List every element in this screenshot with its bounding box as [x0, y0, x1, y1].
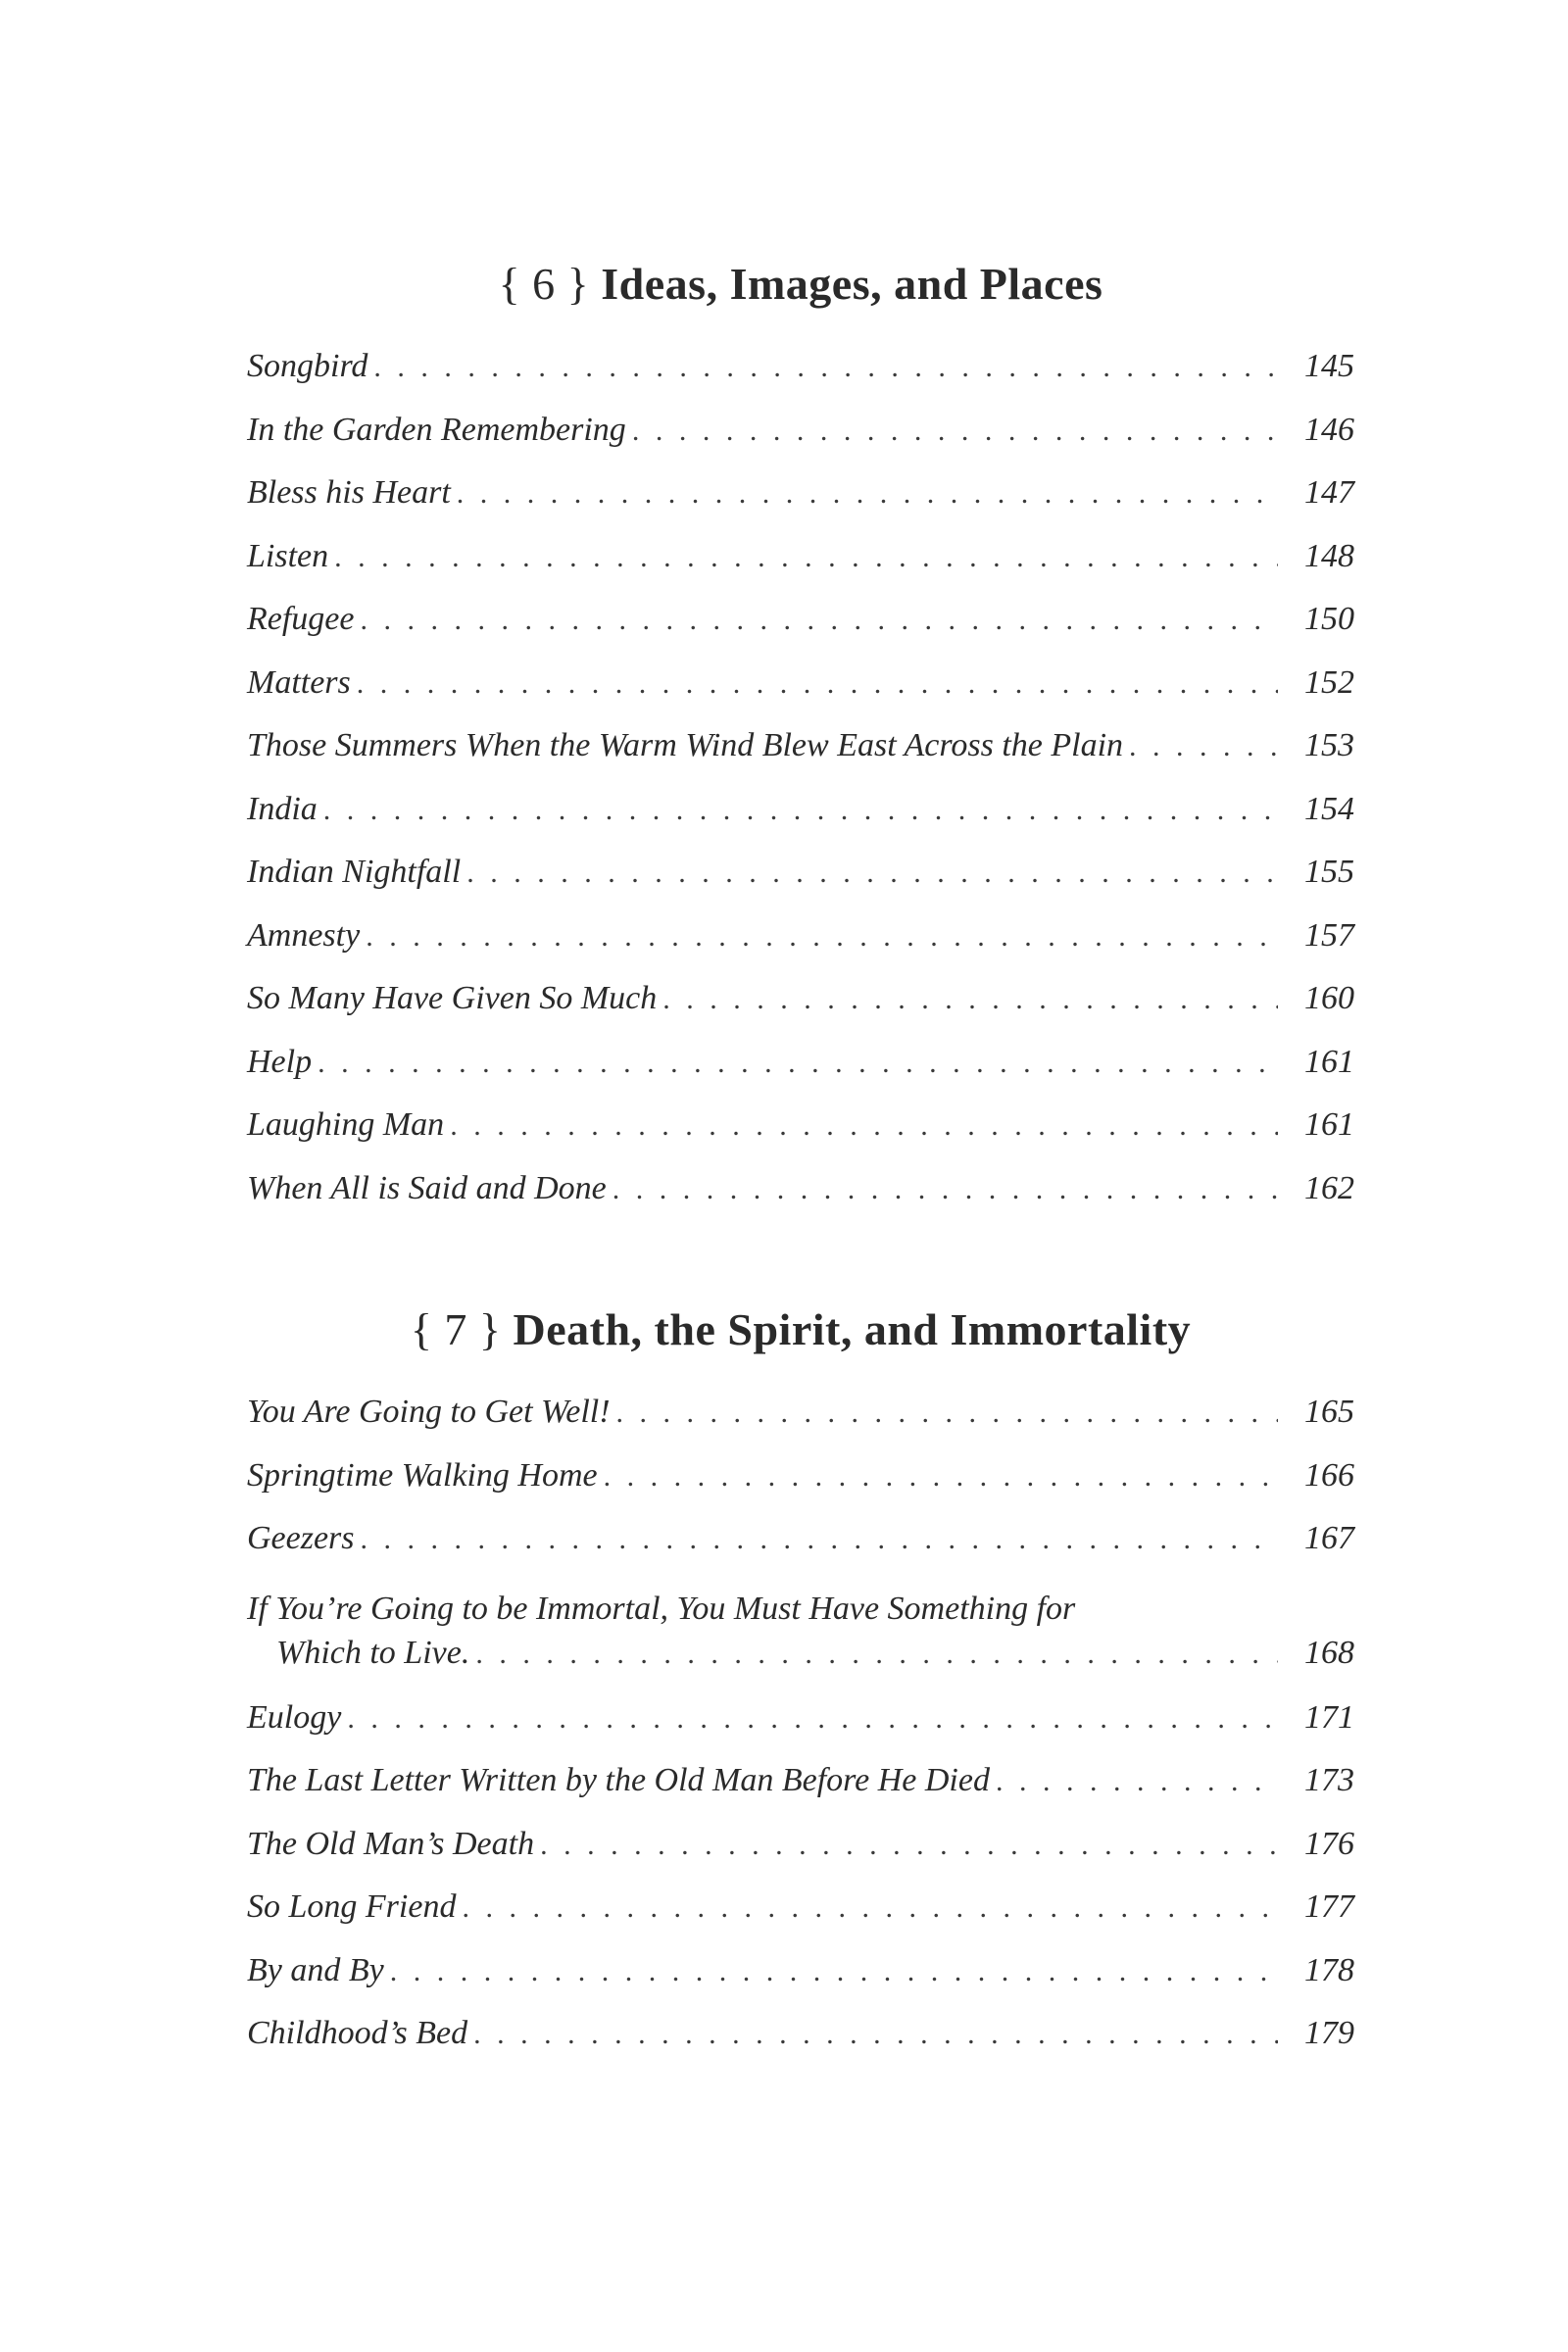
toc-entry-title: Springtime Walking Home — [247, 1456, 598, 1494]
toc-entry-title: Help — [247, 1043, 313, 1080]
dot-leader — [318, 1047, 1278, 1080]
toc-entry-title: So Long Friend — [247, 1888, 457, 1925]
section-title: Death, the Spirit, and Immortality — [513, 1304, 1192, 1354]
dot-leader — [361, 1523, 1278, 1556]
toc-entry-page: 176 — [1304, 1825, 1354, 1862]
toc-entry[interactable] — [247, 1699, 1354, 1763]
toc-entry[interactable] — [247, 1044, 1354, 1107]
toc-entry-page: 162 — [1304, 1169, 1354, 1206]
toc-entry-continuation — [247, 1635, 1354, 1695]
toc-entry[interactable] — [247, 664, 1354, 728]
toc-entry[interactable] — [247, 1520, 1354, 1584]
dot-leader — [540, 1829, 1278, 1862]
toc-entry[interactable] — [247, 1826, 1354, 1889]
toc-entry-title: You Are Going to Get Well! — [247, 1394, 611, 1430]
toc-entry-title: The Last Letter Written by the Old Man Before He Died — [247, 1762, 990, 1798]
toc-entry[interactable] — [247, 2015, 1354, 2079]
toc-entry-page: 148 — [1304, 537, 1354, 574]
toc-entry[interactable] — [247, 980, 1354, 1044]
toc-entry-page: 155 — [1304, 854, 1354, 890]
dot-leader — [323, 794, 1278, 827]
section-heading — [247, 1296, 1354, 1364]
toc-entry-title: So Many Have Given So Much — [247, 980, 658, 1016]
dot-leader — [632, 415, 1278, 448]
toc-list-section-7 — [247, 1394, 1354, 2079]
toc-entry[interactable] — [247, 727, 1354, 791]
toc-entry-page: 161 — [1304, 1106, 1354, 1143]
toc-entry[interactable] — [247, 538, 1354, 602]
toc-entry-page: 147 — [1304, 474, 1354, 511]
toc-entry[interactable] — [247, 917, 1354, 981]
toc-entry-title-line1: If You’re Going to be Immortal, You Must Have Something for — [247, 1590, 1076, 1627]
toc-entry-page: 157 — [1304, 916, 1354, 954]
toc-entry-title-line2: Which to Live. — [276, 1634, 470, 1671]
toc-entry-page: 173 — [1304, 1762, 1354, 1798]
toc-entry-title: Laughing Man — [247, 1106, 445, 1143]
toc-entry-page: 145 — [1304, 348, 1354, 384]
toc-entry[interactable] — [247, 1584, 1354, 1695]
toc-entry-title: Refugee — [247, 601, 355, 637]
toc-entry-title: By and By — [247, 1951, 384, 1988]
dot-leader — [373, 351, 1278, 384]
dot-leader — [462, 1891, 1278, 1925]
toc-list-section-6 — [247, 348, 1354, 1233]
toc-entry[interactable] — [247, 1106, 1354, 1170]
dot-leader — [612, 1173, 1278, 1206]
dot-leader — [616, 1396, 1278, 1430]
section-number: { 6 } — [498, 259, 590, 309]
toc-entry-title: The Old Man’s Death — [247, 1825, 535, 1862]
toc-entry-page: 153 — [1304, 727, 1354, 763]
toc-entry-page: 150 — [1304, 601, 1354, 637]
toc-entry[interactable] — [247, 791, 1354, 855]
toc-entry-title: Bless his Heart — [247, 474, 451, 511]
toc-entry-page: 177 — [1304, 1888, 1354, 1925]
toc-entry-page: 161 — [1304, 1043, 1354, 1080]
dot-leader — [361, 604, 1279, 637]
toc-entry[interactable] — [247, 1762, 1354, 1826]
dot-leader — [662, 983, 1278, 1016]
dot-leader — [604, 1460, 1278, 1494]
toc-entry-title: Amnesty — [247, 916, 361, 954]
dot-leader — [334, 541, 1278, 574]
section-heading — [247, 250, 1354, 318]
toc-entry-page: 171 — [1304, 1698, 1354, 1736]
toc-entry-title: Childhood’s Bed — [247, 2015, 468, 2051]
dot-leader — [357, 667, 1278, 701]
toc-entry-title: Songbird — [247, 348, 368, 384]
dot-leader — [466, 857, 1278, 890]
toc-entry[interactable] — [247, 474, 1354, 538]
toc-entry-page: 160 — [1304, 980, 1354, 1016]
toc-entry-page: 146 — [1304, 411, 1354, 448]
toc-entry-title: India — [247, 790, 318, 827]
toc-entry-page: 168 — [1304, 1634, 1354, 1671]
toc-entry[interactable] — [247, 1394, 1354, 1457]
toc-entry[interactable] — [247, 348, 1354, 412]
dot-leader — [390, 1955, 1278, 1988]
toc-entry-page: 179 — [1304, 2015, 1354, 2051]
dot-leader — [457, 477, 1278, 511]
dot-leader — [996, 1765, 1278, 1798]
toc-entry-title: When All is Said and Done — [247, 1169, 607, 1206]
toc-entry-title: Matters — [247, 663, 351, 701]
section-title: Ideas, Images, and Places — [601, 259, 1103, 309]
toc-entry-page: 165 — [1304, 1394, 1354, 1430]
dot-leader — [450, 1109, 1278, 1143]
toc-entry-title: Eulogy — [247, 1698, 342, 1736]
toc-entry-page: 178 — [1304, 1951, 1354, 1988]
toc-entry[interactable] — [247, 1952, 1354, 2016]
section-number: { 7 } — [410, 1304, 502, 1354]
toc-entry-page: 154 — [1304, 790, 1354, 827]
toc-entry-title: Listen — [247, 537, 329, 574]
dot-leader — [475, 1638, 1278, 1671]
dot-leader — [347, 1702, 1278, 1736]
toc-entry-title: In the Garden Remembering — [247, 411, 626, 448]
toc-entry-page: 167 — [1304, 1520, 1354, 1556]
toc-entry-title: Those Summers When the Warm Wind Blew East Across the Plain — [247, 727, 1124, 763]
toc-entry[interactable] — [247, 1888, 1354, 1952]
table-of-contents — [247, 250, 1354, 2079]
toc-entry-page: 152 — [1304, 663, 1354, 701]
toc-entry[interactable] — [247, 601, 1354, 664]
toc-entry[interactable] — [247, 1170, 1354, 1234]
dot-leader — [1129, 730, 1278, 763]
toc-entry-title: Indian Nightfall — [247, 854, 462, 890]
toc-entry[interactable] — [247, 412, 1354, 475]
dot-leader — [366, 920, 1278, 954]
toc-entry-title: Geezers — [247, 1520, 355, 1556]
toc-entry[interactable] — [247, 1457, 1354, 1521]
dot-leader — [473, 2018, 1278, 2051]
toc-entry[interactable] — [247, 854, 1354, 917]
toc-entry-page: 166 — [1304, 1456, 1354, 1494]
